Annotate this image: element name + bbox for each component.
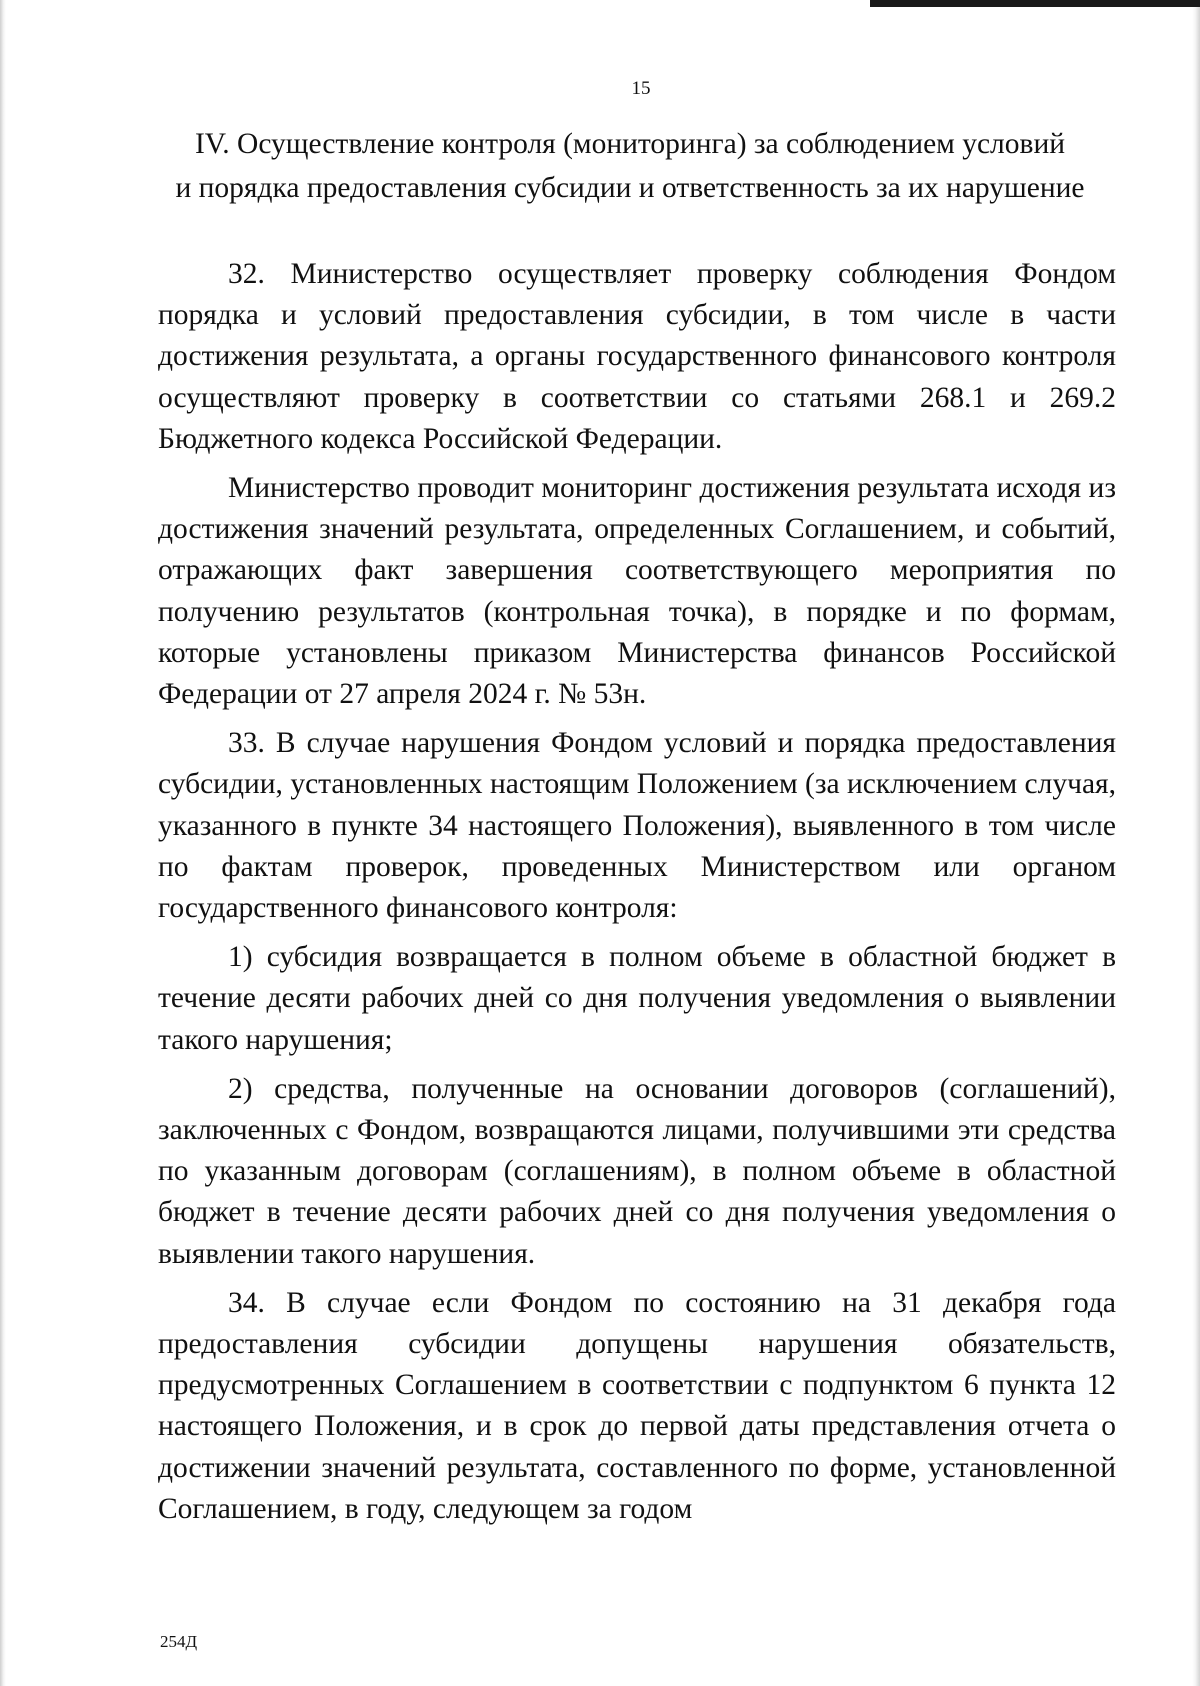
scan-edge-left bbox=[0, 0, 6, 1686]
section-title bbox=[150, 122, 1110, 210]
paragraph-34: 34. В случае если Фондом по состоянию на 31 декабря года предоставления субсидии допущены нарушения обязательств, предусмотренных Соглашением в соответствии с подпунктом 6 пункта 12 настоящего Положения, и в срок до первой даты представления отчета о достижении значений результата, составленного по форме, установленной Соглашением, в году, следующем за годом bbox=[158, 1286, 1116, 1525]
section-title-line-1: IV. Осуществление контроля (мониторинга) за соблюдением условий bbox=[194, 128, 1066, 160]
page-number: 15 bbox=[631, 78, 651, 99]
paragraph-33-item-2: 2) средства, полученные на основании договоров (соглашений), заключенных с Фондом, возвращаются лицами, получившими эти средства по указанным договорам (соглашениям), в полном объеме в областной бюджет в течение десяти рабочих дней со дня получения уведомления о выявлении такого нарушения. bbox=[158, 1072, 1116, 1270]
scan-edge-right bbox=[1192, 0, 1200, 1686]
paragraph-33-item-1: 1) субсидия возвращается в полном объеме в областной бюджет в течение десяти рабочих дней со дня получения уведомления о выявлении такого нарушения; bbox=[158, 941, 1116, 1056]
scan-edge-top bbox=[870, 0, 1200, 7]
document-body bbox=[158, 254, 1116, 1530]
paragraph-monitoring: Министерство проводит мониторинг достижения результата исходя из достижения значений результата, определенных Соглашением, и событий, отражающих факт завершения соответствующего мероприятия по получению результатов (контрольная точка), в порядке и по формам, которые установлены приказом Министерства финансов Российской Федерации от 27 апреля 2024 г. № 53н. bbox=[158, 472, 1116, 711]
section-title-line-2: и порядка предоставления субсидии и ответственность за их нарушение bbox=[175, 172, 1085, 204]
paragraph-33: 33. В случае нарушения Фондом условий и порядка предоставления субсидии, установленных настоящим Положением (за исключением случая, указанного в пункте 34 настоящего Положения), выявленного в том числе по фактам проверок, проведенных Министерством или органом государственного финансового контроля: bbox=[158, 727, 1116, 925]
footer-document-code: 254Д bbox=[160, 1632, 198, 1651]
paragraph-32: 32. Министерство осуществляет проверку соблюдения Фондом порядка и условий предоставления субсидии, в том числе в части достижения результата, а органы государственного финансового контроля осуществляют проверку в соответствии со статьями 268.1 и 269.2 Бюджетного кодекса Российской Федерации. bbox=[158, 258, 1116, 455]
